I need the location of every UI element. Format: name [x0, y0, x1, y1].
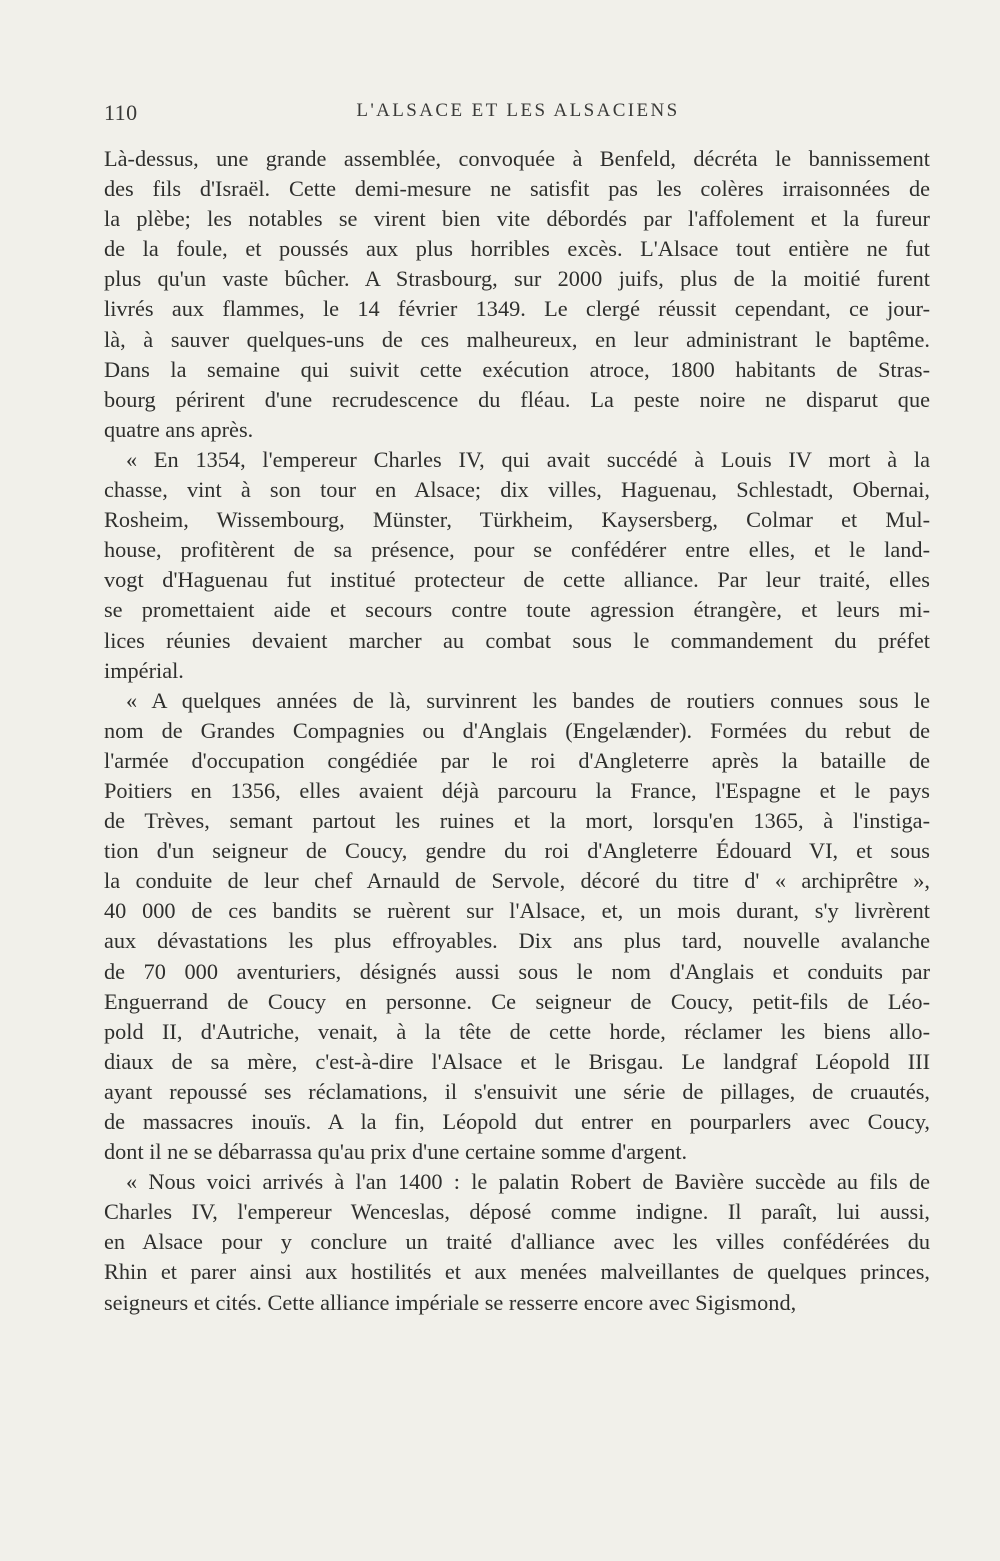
running-title: L'ALSACE ET LES ALSACIENS: [356, 100, 680, 121]
text-line: se promettaient aide et secours contre toute agression étrangère, et leurs mi-: [104, 597, 930, 623]
text-line: de Trèves, semant partout les ruines et la mort, lorsqu'en 1365, à l'instiga-: [104, 808, 930, 834]
text-line: Dans la semaine qui suivit cette exécution atroce, 1800 habitants de Stras-: [104, 356, 930, 382]
text-line: tion d'un seigneur de Coucy, gendre du roi d'Angleterre Édouard VI, et sous: [104, 838, 930, 864]
text-line: Là-dessus, une grande assemblée, convoquée à Benfeld, décréta le bannissement: [104, 146, 930, 171]
text-line: de massacres inouïs. A la fin, Léopold dut entrer en pourparlers avec Coucy,: [104, 1109, 930, 1134]
text-line: là, à sauver quelques-uns de ces malheureux, en leur administrant le baptême.: [104, 326, 930, 352]
text-line: livrés aux flammes, le 14 février 1349. Le clergé réussit cependant, ce jour-: [104, 296, 930, 322]
text-line: la plèbe; les notables se virent bien vite débordés par l'affolement et la fureur: [104, 206, 930, 232]
text-line: impérial.: [104, 657, 184, 683]
text-line: lices réunies devaient marcher au combat sous le commandement du préfet: [104, 627, 930, 653]
text-line: en Alsace pour y conclure un traité d'alliance avec les villes confédérées du: [104, 1229, 930, 1255]
text-line: « A quelques années de là, survinrent les bandes de routiers connues sous le: [126, 687, 930, 713]
text-line: des fils d'Israël. Cette demi-mesure ne satisfit pas les colères irraisonnées de: [104, 176, 930, 202]
text-line: l'armée d'occupation congédiée par le roi d'Angleterre après la bataille de: [104, 747, 930, 773]
text-line: « En 1354, l'empereur Charles IV, qui avait succédé à Louis IV mort à la: [126, 446, 930, 472]
text-line: chasse, vint à son tour en Alsace; dix villes, Haguenau, Schlestadt, Obernai,: [104, 477, 930, 503]
text-line: 40 000 de ces bandits se ruèrent sur l'Alsace, et, un mois durant, s'y livrèrent: [104, 898, 930, 924]
text-line: Poitiers en 1356, elles avaient déjà parcouru la France, l'Espagne et le pays: [104, 777, 930, 803]
text-line: seigneurs et cités. Cette alliance impériale se resserre encore avec Sigismond,: [104, 1289, 797, 1315]
text-line: quatre ans après.: [104, 416, 254, 442]
paragraph: [104, 144, 930, 445]
text-line: « Nous voici arrivés à l'an 1400 : le palatin Robert de Bavière succède au fils de: [126, 1169, 930, 1195]
body-text: [104, 144, 930, 1318]
paragraph: [104, 1167, 930, 1317]
text-line: de la foule, et poussés aux plus horribles excès. L'Alsace tout entière ne fut: [104, 236, 930, 262]
text-line: house, profitèrent de sa présence, pour se confédérer entre elles, et le land-: [104, 537, 930, 563]
text-line: la conduite de leur chef Arnauld de Servole, décoré du titre d' « archiprêtre »,: [104, 868, 930, 894]
text-line: Charles IV, l'empereur Wenceslas, déposé comme indigne. Il paraît, lui aussi,: [104, 1199, 930, 1225]
text-line: nom de Grandes Compagnies ou d'Anglais (Engelænder). Formées du rebut de: [104, 717, 930, 743]
text-line: Rhin et parer ainsi aux hostilités et aux menées malveillantes de quelques princes,: [104, 1259, 930, 1285]
text-line: vogt d'Haguenau fut institué protecteur de cette alliance. Par leur traité, elles: [104, 567, 930, 593]
text-line: de 70 000 aventuriers, désignés aussi sous le nom d'Anglais et conduits par: [104, 958, 930, 984]
text-line: Enguerrand de Coucy en personne. Ce seigneur de Coucy, petit-fils de Léo-: [104, 988, 930, 1014]
text-line: pold II, d'Autriche, venait, à la tête de cette horde, réclamer les biens allo-: [104, 1018, 930, 1044]
paragraph: [104, 445, 930, 686]
running-head: [104, 100, 932, 134]
page-number: 110: [104, 100, 138, 125]
text-line: aux dévastations les plus effroyables. Dix ans plus tard, nouvelle avalanche: [104, 928, 930, 954]
text-line: dont il ne se débarrassa qu'au prix d'une certaine somme d'argent.: [104, 1139, 688, 1165]
paragraph: [104, 686, 930, 1168]
text-line: diaux de sa mère, c'est-à-dire l'Alsace et le Brisgau. Le landgraf Léopold III: [104, 1048, 930, 1074]
text-line: plus qu'un vaste bûcher. A Strasbourg, sur 2000 juifs, plus de la moitié furent: [104, 266, 930, 292]
text-line: ayant repoussé ses réclamations, il s'ensuivit une série de pillages, de cruautés,: [104, 1078, 930, 1104]
text-line: bourg périrent d'une recrudescence du fléau. La peste noire ne disparut que: [104, 386, 930, 412]
text-line: Rosheim, Wissembourg, Münster, Türkheim, Kaysersberg, Colmar et Mul-: [104, 507, 930, 533]
